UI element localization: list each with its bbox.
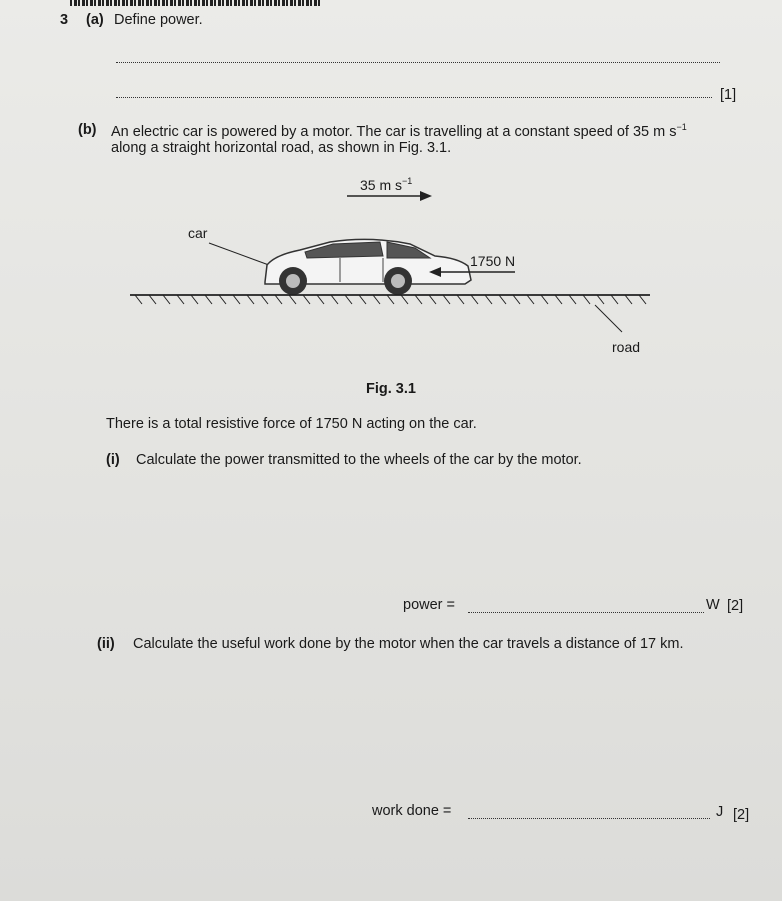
work-unit: J [716, 804, 724, 820]
power-answer-label: power = [403, 597, 455, 613]
sub-i-label: (i) [106, 452, 120, 468]
part-b-line1-exponent: −1 [676, 122, 687, 132]
part-a-marks: [1] [720, 87, 737, 103]
part-a-label: (a) [86, 12, 104, 28]
road-label: road [612, 339, 641, 355]
road-leader-line [595, 305, 622, 332]
barcode-strip [70, 0, 320, 6]
part-b-label: (b) [78, 122, 97, 138]
answer-line-a1[interactable] [116, 62, 720, 63]
work-answer-line[interactable] [468, 818, 710, 819]
figure-3-1 [125, 170, 665, 360]
sub-i-marks: [2] [727, 598, 744, 614]
car-diagram [125, 170, 665, 360]
part-b-line1: An electric car is powered by a motor. The car is travelling at a constant speed of 35 m $s^{-1}$ [111, 122, 687, 140]
answer-line-a2[interactable] [116, 97, 712, 98]
figure-caption: Fig. 3.1 [366, 381, 416, 397]
resistive-force-text: There is a total resistive force of 1750 N acting on the car. [106, 416, 477, 432]
question-number: 3 [60, 12, 69, 28]
sub-ii-text: Calculate the useful work done by the motor when the car travels a distance of 17 km. [133, 636, 684, 652]
car-icon [265, 239, 471, 295]
sub-ii-label: (ii) [97, 636, 115, 652]
speed-label: 35 m $s^{-1}$ [360, 176, 413, 193]
speed-arrow-head [420, 191, 432, 201]
road-hatching [135, 295, 646, 304]
power-answer-line[interactable] [468, 612, 704, 613]
part-a-text: Define power. [114, 12, 203, 28]
work-answer-label: work done = [372, 803, 452, 819]
sub-i-text: Calculate the power transmitted to the wheels of the car by the motor. [136, 452, 582, 468]
sub-ii-marks: [2] [733, 807, 750, 823]
car-label: car [188, 225, 208, 241]
part-b-line2: along a straight horizontal road, as shown in Fig. 3.1. [111, 140, 452, 156]
power-unit: W [706, 597, 720, 613]
force-label: 1750 N [470, 253, 516, 269]
